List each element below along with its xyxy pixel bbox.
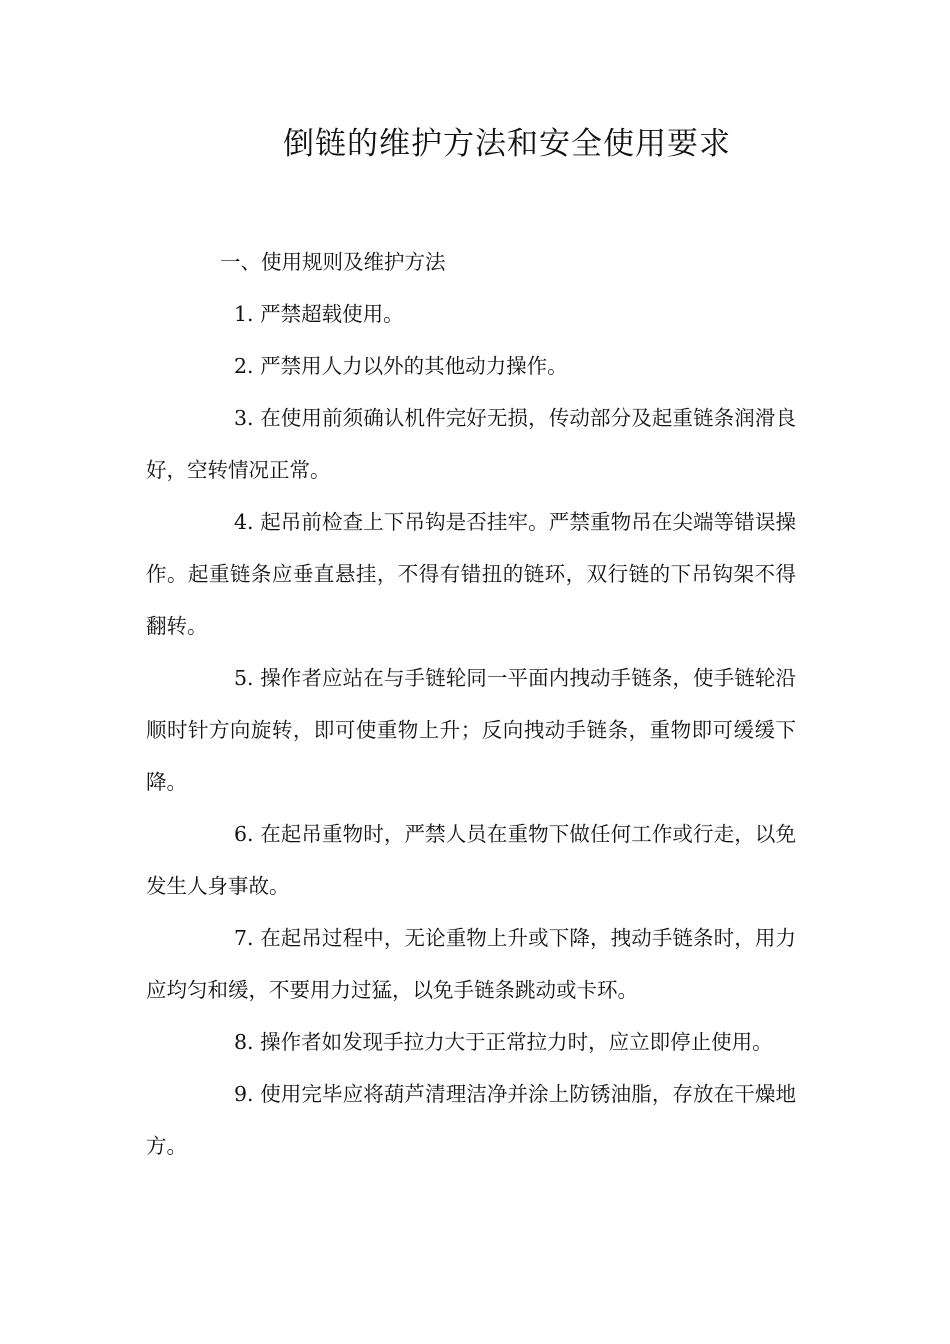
rule-item-7: 7. 在起吊过程中，无论重物上升或下降，拽动手链条时，用力应均匀和缓，不要用力过猛，以免手链条跳动或卡环。: [146, 926, 796, 1002]
rule-item-6: 6. 在起吊重物时，严禁人员在重物下做任何工作或行走，以免发生人身事故。: [146, 822, 796, 898]
rule-item-3: 3. 在使用前须确认机件完好无损，传动部分及起重链条润滑良好，空转情况正常。: [146, 406, 796, 482]
rule-item-5: 5. 操作者应站在与手链轮同一平面内拽动手链条，使手链轮沿顺时针方向旋转，即可使重物上升；反向拽动手链条，重物即可缓缓下降。: [146, 666, 796, 794]
rule-item-4: 4. 起吊前检查上下吊钩是否挂牢。严禁重物吊在尖端等错误操作。起重链条应垂直悬挂，不得有错扭的链环，双行链的下吊钩架不得翻转。: [146, 510, 796, 638]
rule-item-9: 9. 使用完毕应将葫芦清理洁净并涂上防锈油脂，存放在干燥地方。: [146, 1082, 796, 1158]
page-title: 倒链的维护方法和安全使用要求: [283, 126, 731, 162]
section-heading: 一、使用规则及维护方法: [220, 250, 446, 274]
rule-item-8: 8. 操作者如发现手拉力大于正常拉力时，应立即停止使用。: [234, 1030, 773, 1054]
document-body: [146, 236, 796, 1172]
rule-item-1: 1. 严禁超载使用。: [234, 302, 404, 326]
rule-item-2: 2. 严禁用人力以外的其他动力操作。: [234, 354, 568, 378]
